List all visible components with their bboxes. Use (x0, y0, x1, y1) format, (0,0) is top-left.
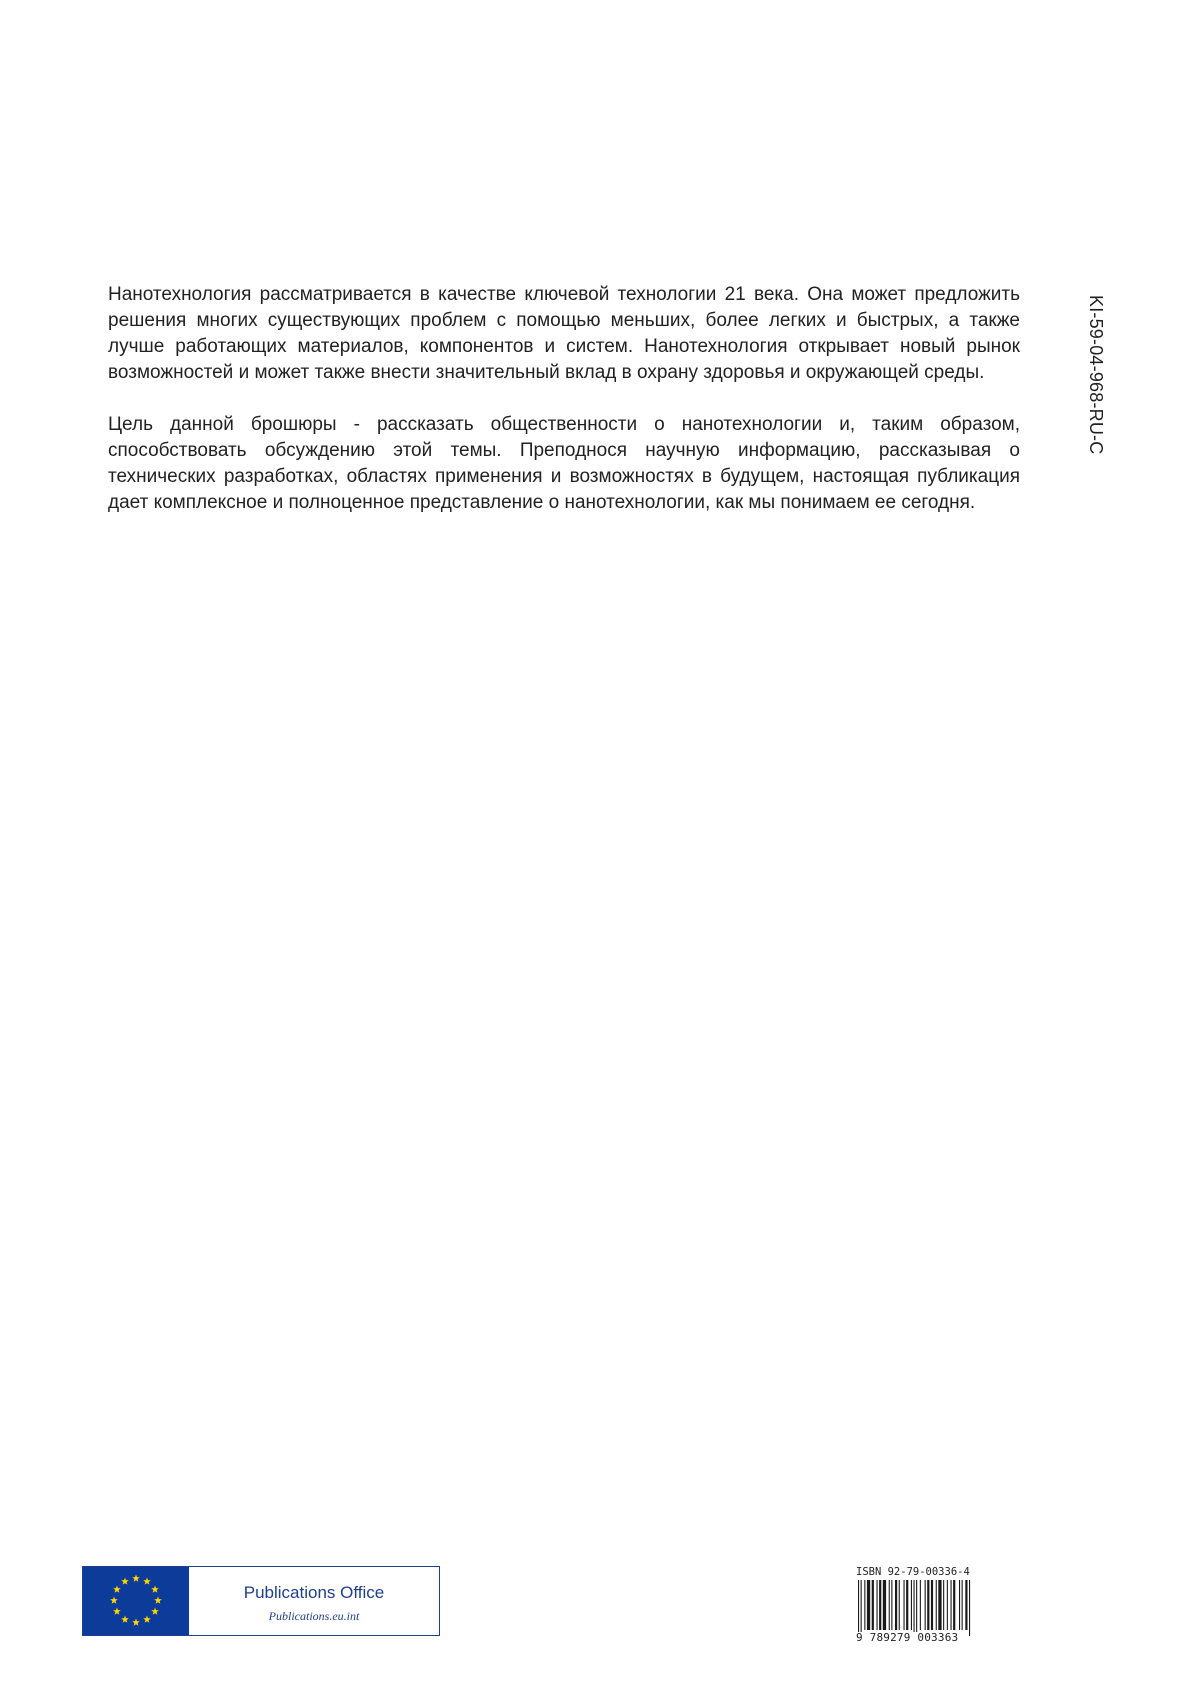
intro-paragraph: Нанотехнология рассматривается в качестве ключевой технологии 21 века. Она может предложить решения многих существующих проблем с помощью меньших, более легких и быстрых, а также лучше работающих материалов, компонентов и систем. Нанотехнология открывает новый рынок возможностей и может также внести значительный вклад в охрану здоровья и окружающей среды. (108, 284, 1020, 383)
isbn-label: ISBN 92-79-00336-4 (856, 1566, 970, 1578)
publisher-url: Publications.eu.int (268, 1608, 360, 1623)
barcode-bar (931, 1580, 933, 1630)
barcode-bar (895, 1580, 897, 1630)
barcode-bar (962, 1580, 963, 1630)
barcode-bar (877, 1580, 878, 1630)
barcode-bar (889, 1580, 890, 1630)
barcode-bar (864, 1580, 865, 1630)
eu-star-icon (143, 1577, 151, 1584)
barcode-bar (936, 1580, 937, 1630)
isbn-barcode (856, 1566, 1004, 1644)
publications-office-logo (82, 1566, 440, 1636)
barcode-bar (872, 1580, 874, 1630)
barcode-icon (856, 1580, 1004, 1636)
eu-star-icon (110, 1597, 118, 1604)
barcode-digits: 9 789279 003363 (856, 1631, 959, 1644)
eu-star-icon (132, 1575, 140, 1582)
eu-star-icon (113, 1586, 121, 1593)
catalogue-number: KI-59-04-968-RU-C (1086, 295, 1106, 455)
barcode-bar (879, 1580, 881, 1630)
eu-star-icon (132, 1619, 140, 1626)
barcode-bar (891, 1580, 892, 1630)
eu-star-icon (154, 1597, 162, 1604)
barcode-bar (867, 1580, 870, 1630)
barcode-bar (969, 1580, 970, 1636)
barcode-bar (920, 1580, 921, 1630)
eu-star-icon (151, 1586, 159, 1593)
barcode-bar (938, 1580, 941, 1630)
barcode-bar (914, 1580, 915, 1636)
publisher-name: Publications Office (243, 1582, 385, 1602)
barcode-bar (899, 1580, 900, 1630)
barcode-bar (965, 1580, 967, 1630)
barcode-bar (959, 1580, 960, 1630)
barcode-bar (883, 1580, 886, 1630)
body-text (108, 282, 1020, 542)
eu-star-icon (121, 1577, 129, 1584)
barcode-bar (943, 1580, 944, 1630)
publisher-text-block (189, 1567, 439, 1635)
purpose-paragraph: Цель данной брошюры - рассказать общественности о нанотехнологии и, таким образом, способствовать обсуждению этой темы. Преподнося научную информацию, рассказывая о технических разработках, областях применения и возможностях в будущем, настоящая публикация дает комплексное и полноценное представление о нанотехнологии, как мы понимаем ее сегодня. (108, 414, 1020, 513)
barcode-bar (951, 1580, 952, 1630)
barcode-bar (916, 1580, 917, 1636)
eu-star-icon (121, 1616, 129, 1623)
barcode-bar (953, 1580, 955, 1630)
barcode-bar (858, 1580, 859, 1636)
eu-star-icon (151, 1608, 159, 1615)
barcode-bar (904, 1580, 905, 1630)
barcode-bar (927, 1580, 929, 1630)
barcode-bar (911, 1580, 912, 1630)
eu-star-icon (113, 1608, 121, 1615)
barcode-bar (906, 1580, 908, 1630)
barcode-bar (861, 1580, 862, 1636)
eu-flag-icon (83, 1567, 189, 1635)
barcode-bar (947, 1580, 948, 1630)
barcode-bar (925, 1580, 926, 1630)
eu-star-icon (143, 1616, 151, 1623)
